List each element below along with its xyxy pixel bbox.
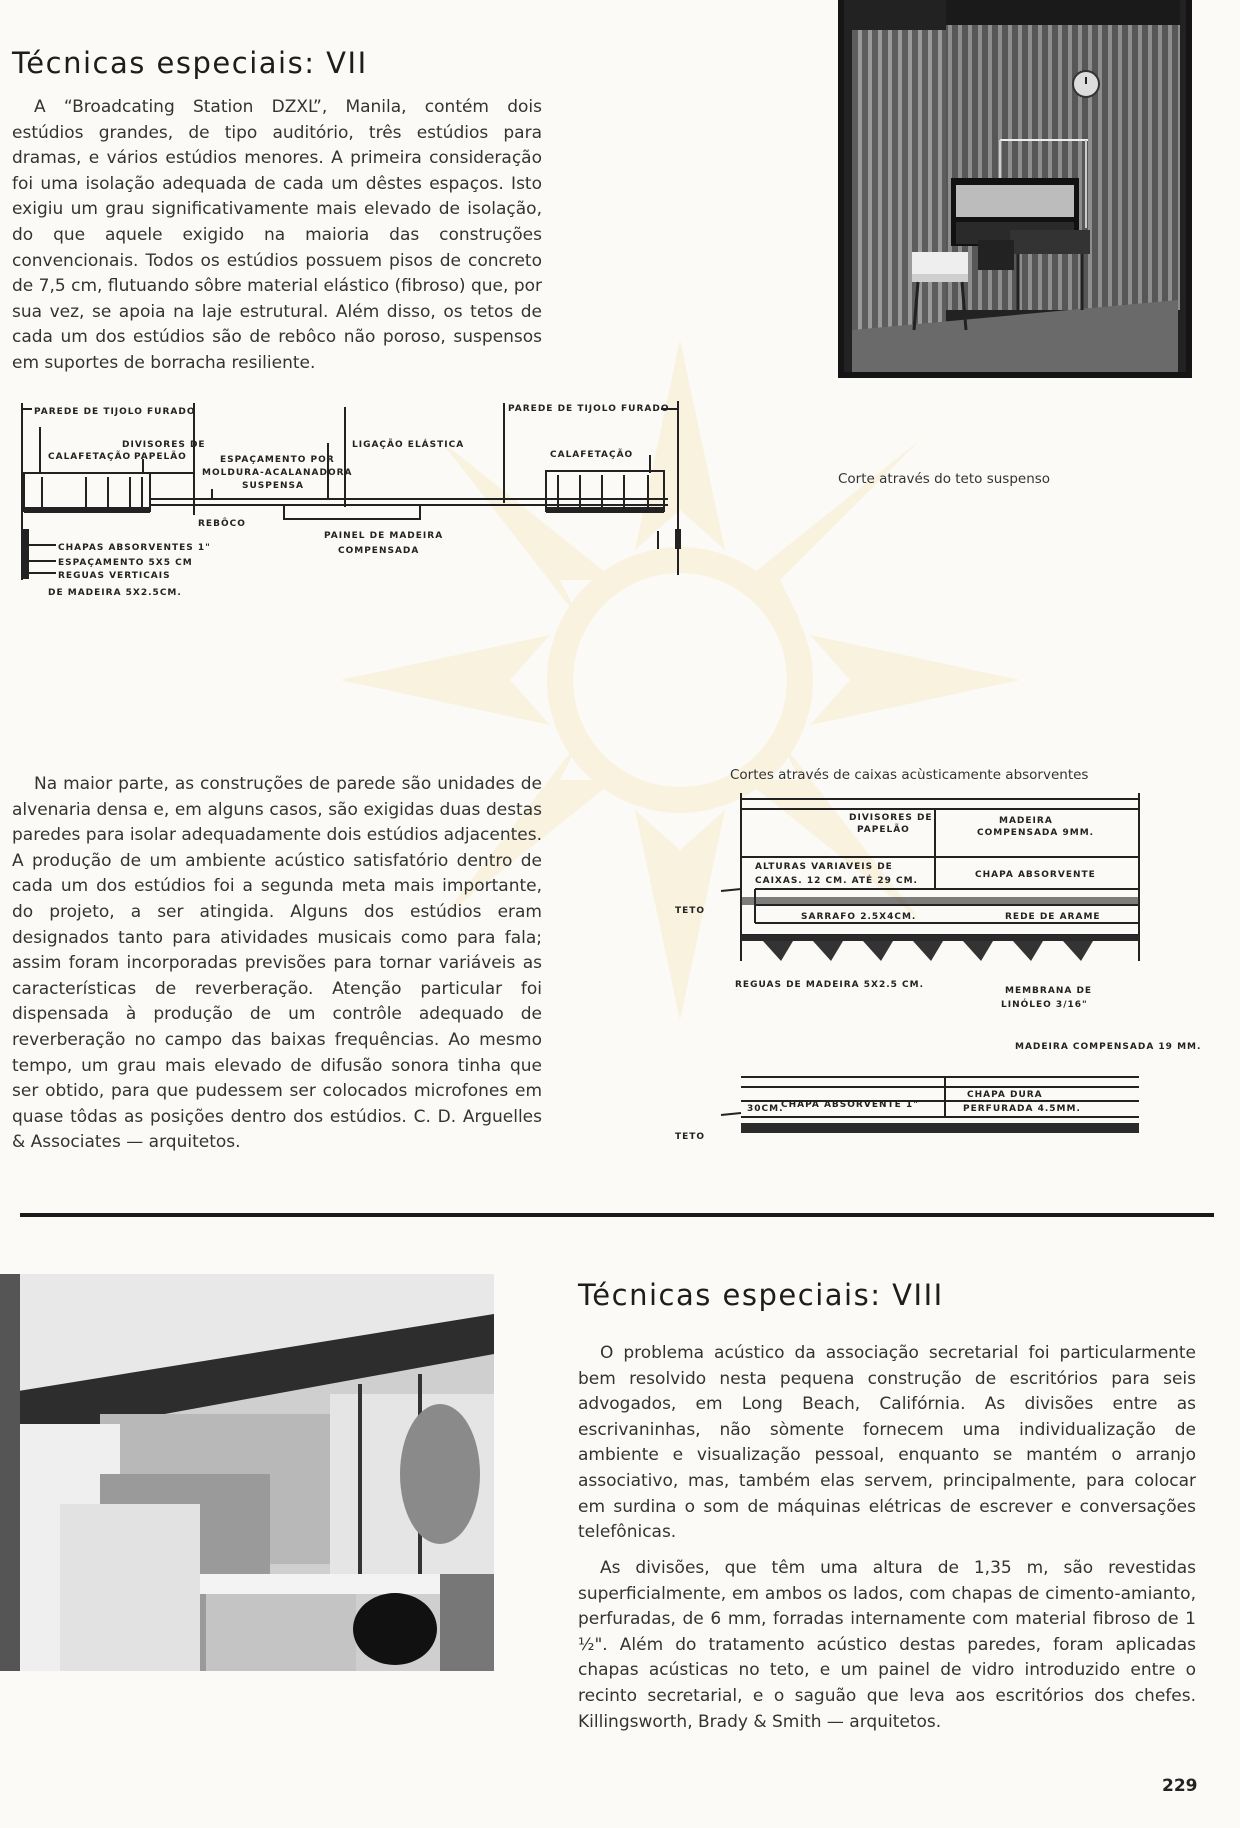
label-madeira: DE MADEIRA 5X2.5CM.	[48, 588, 182, 598]
label-d2-chapa-dura-2: PERFURADA 4.5MM.	[963, 1104, 1081, 1114]
label-espacamento-2: MOLDURA-ACALANADORA	[202, 468, 353, 478]
label-d2-madeira: MADEIRA	[999, 816, 1053, 826]
label-d2-rede: REDE DE ARAME	[1005, 912, 1101, 922]
label-d2-membrana-1: MEMBRANA DE	[1005, 986, 1093, 996]
label-espacamento-1: ESPAÇAMENTO POR	[220, 455, 335, 465]
label-d2-chapa-absorvente-1: CHAPA ABSORVENTE 1"	[781, 1100, 919, 1110]
section-viii-title: Técnicas especiais: VIII	[578, 1278, 944, 1312]
label-reguas: REGUAS VERTICAIS	[58, 571, 171, 581]
diagram-1-caption: Corte através do teto suspenso	[838, 471, 1051, 487]
page-number: 229	[1162, 1776, 1198, 1796]
label-d2-alturas-1: ALTURAS VARIAVEIS DE	[755, 862, 893, 872]
label-reboco: REBÔCO	[198, 519, 246, 529]
label-d2-divisores: DIVISORES DE	[849, 813, 933, 823]
diagram-2-caption: Cortes através de caixas acùsticamente absorventes	[730, 767, 1089, 783]
section-divider	[20, 1213, 1214, 1217]
label-painel-1: PAINEL DE MADEIRA	[324, 531, 444, 541]
label-divisores: DIVISORES DE	[122, 440, 206, 450]
label-ligacao: LIGAÇÃO ELÁSTICA	[352, 440, 465, 450]
label-d2-reguas: REGUAS DE MADEIRA 5X2.5 CM.	[735, 980, 925, 990]
label-d2-chapa-dura-1: CHAPA DURA	[967, 1090, 1043, 1100]
diagram-acoustic-boxes	[665, 785, 1210, 1140]
label-d2-sarrafo: SARRAFO 2.5X4CM.	[801, 912, 917, 922]
label-painel-2: COMPENSADA	[338, 546, 420, 556]
section-vii-title: Técnicas especiais: VII	[12, 46, 368, 80]
label-parede-left: PAREDE DE TIJOLO FURADO	[34, 407, 196, 417]
label-d2-papelao: PAPELÃO	[857, 825, 910, 835]
label-d2-teto-1: TETO	[675, 906, 706, 916]
section-viii-paragraph-2: As divisões, que têm uma altura de 1,35 m, são revestidas superficialmente, em ambos os lados, com chapas de cimento-amianto, perfuradas, de 6 mm, forradas internamente com material fibroso de 1 ½". Além do tratamento acústico destas paredes, foram aplicadas chapas acústicas no teto, e um painel de vidro introduzido entre o recinto secretarial, e o saguão que leva aos escritórios dos chefes. Killingsworth, Brady & Smith — arquitetos.	[578, 1558, 1196, 1732]
label-d2-30cm: 30CM.	[747, 1104, 784, 1114]
label-chapas: CHAPAS ABSORVENTES 1"	[58, 543, 211, 553]
label-d2-membrana-2: LINÓLEO 3/16"	[1001, 1000, 1088, 1010]
label-parede-right: PAREDE DE TIJOLO FURADO	[508, 404, 670, 414]
diagram-suspended-ceiling	[18, 395, 818, 605]
label-d2-chapa-absorvente: CHAPA ABSORVENTE	[975, 870, 1096, 880]
label-papelao: PAPELÃO	[134, 452, 187, 462]
label-espacamento-5x5: ESPAÇAMENTO 5X5 CM	[58, 558, 193, 568]
label-calafetacao-left: CALAFETAÇÃO	[48, 452, 132, 462]
label-d2-compensada9: COMPENSADA 9MM.	[977, 828, 1095, 838]
label-calafetacao-right: CALAFETAÇÃO	[550, 450, 634, 460]
studio-photo	[838, 0, 1192, 378]
label-d2-teto-2: TETO	[675, 1132, 706, 1140]
section-vii-paragraph-1: A “Broadcating Station DZXL”, Manila, contém dois estúdios grandes, de tipo auditório, três estúdios para dramas, e vários estúdios menores. A primeira consideração foi uma isolação adequada de cada um dêstes espaços. Isto exigiu um grau significativamente mais elevado de isolação, do que aquele exigido na maioria das construções convencionais. Todos os estúdios possuem pisos de concreto de 7,5 cm, flutuando sôbre material elástico (fibroso) que, por sua vez, se apoia na laje estrutural. Além disso, os tetos de cada um dos estúdios são de rebôco não poroso, suspensos em suportes de borracha resiliente.	[12, 97, 542, 373]
label-d2-madeira19: MADEIRA COMPENSADA 19 MM.	[1015, 1042, 1202, 1052]
section-vii-paragraph-2: Na maior parte, as construções de parede são unidades de alvenaria densa e, em alguns casos, são exigidas duas destas paredes para isolar adequadamente dois estúdios adjacentes. A produção de um ambiente acústico satisfatório dentro de cada um dos estúdios foi a segunda meta mais importante, do projeto, a ser atingida. Alguns dos estúdios eram designados tanto para atividades musicais como para fala; assim foram incorporadas previsões para tornar variáveis as características de reverberação. Atenção particular foi dispensada à produção de um contrôle adequado de reverberação no campo das baixas frequências. Ao mesmo tempo, um grau mais elevado de difusão sonora tinha que ser obtido, para que pudessem ser colocados microfones em quase tôdas as posições dentro dos estúdios. C. D. Arguelles & Associates — arquitetos.	[12, 774, 542, 1153]
office-photo	[0, 1274, 494, 1671]
label-espacamento-3: SUSPENSA	[242, 481, 304, 491]
section-viii-paragraph-1: O problema acústico da associação secretarial foi particularmente bem resolvido nesta pequena construção de escritórios para seis advogados, em Long Beach, Califórnia. As divisões entre as escrivaninhas, não sòmente fornecem uma individualização de ambiente e visualização pessoal, enquanto se mantém o arranjo associativo, mas, também elas servem, principalmente, para colocar em surdina o som de máquinas elétricas de escrever e conversações telefônicas.	[578, 1343, 1196, 1543]
label-d2-alturas-2: CAIXAS. 12 CM. ATÉ 29 CM.	[755, 876, 918, 886]
